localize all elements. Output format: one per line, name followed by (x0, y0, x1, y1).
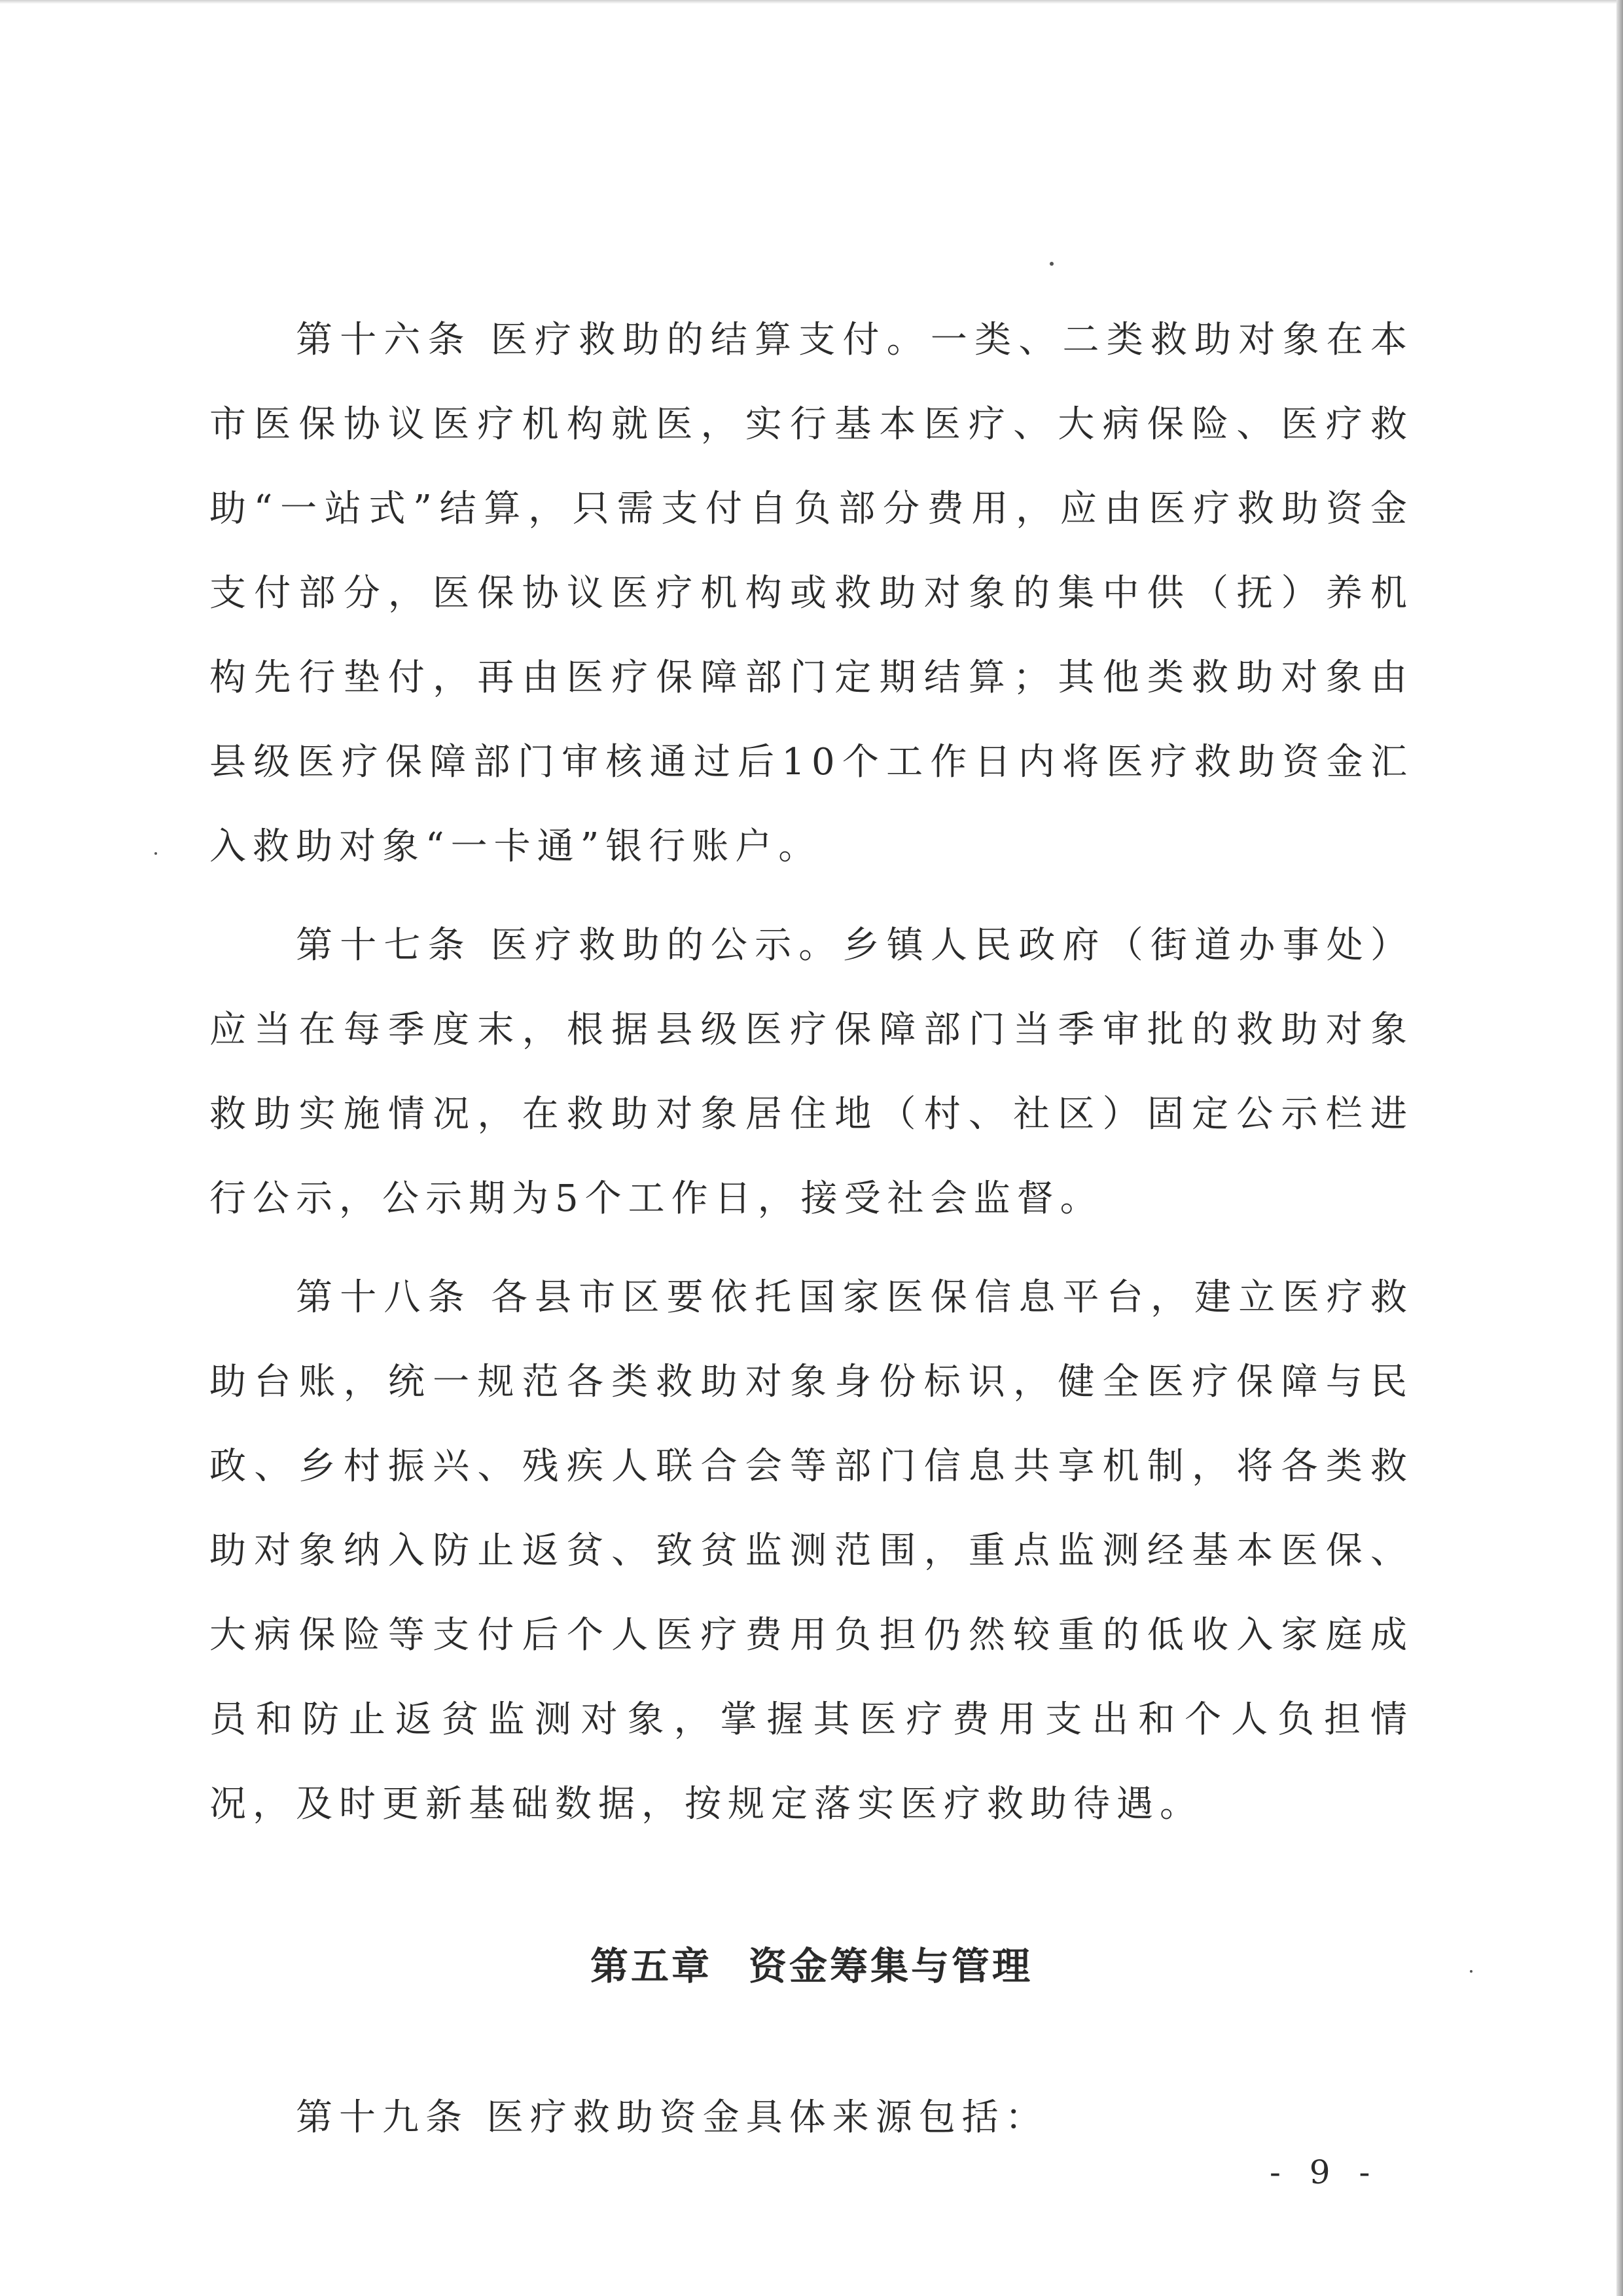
article-18-paragraph: 第十八条 各县市区要依托国家医保信息平台，建立医疗救助台账，统一规范各类救助对象身份标识，健全医疗保障与民政、乡村振兴、残疾人联合会等部门信息共享机制，将各类救助对象纳入防止返贫、致贫监测范围，重点监测经基本医保、大病保险等支付后个人医疗费用负担仍然较重的低收入家庭成员和防止返贫监测对象，掌握其医疗费用支出和个人负担情况，及时更新基础数据，按规定落实医疗救助待遇。 (209, 1276, 1414, 1825)
chapter-heading (209, 1937, 1414, 1996)
page-number: - 9 - (1270, 2153, 1380, 2191)
document-body (209, 298, 1414, 2160)
chapter-title-text: 资金筹集与管理 (749, 1944, 1033, 1988)
scan-speck (1050, 262, 1054, 266)
chapter-number: 第五章 (590, 1944, 712, 1988)
article-16-paragraph: 第十六条 医疗救助的结算支付。一类、二类救助对象在本市医保协议医疗机构就医，实行基本医疗、大病保险、医疗救助“一站式”结算，只需支付自负部分费用，应由医疗救助资金支付部分，医保协议医疗机构或救助对象的集中供（抚）养机构先行垫付，再由医疗保障部门定期结算；其他类救助对象由县级医疗保障部门审核通过后10个工作日内将医疗救助资金汇入救助对象“一卡通”银行账户。 (209, 319, 1414, 868)
scan-speck (154, 852, 157, 855)
article-19-paragraph: 第十九条 医疗救助资金具体来源包括： (296, 2096, 1048, 2139)
scan-speck (1470, 1970, 1472, 1973)
scan-edge-top (0, 0, 1623, 4)
scan-edge-right (1616, 0, 1623, 2296)
article-17-paragraph: 第十七条 医疗救助的公示。乡镇人民政府（街道办事处）应当在每季度末，根据县级医疗保障部门当季审批的救助对象救助实施情况，在救助对象居住地（村、社区）固定公示栏进行公示，公示期为5个工作日，接受社会监督。 (209, 924, 1414, 1220)
